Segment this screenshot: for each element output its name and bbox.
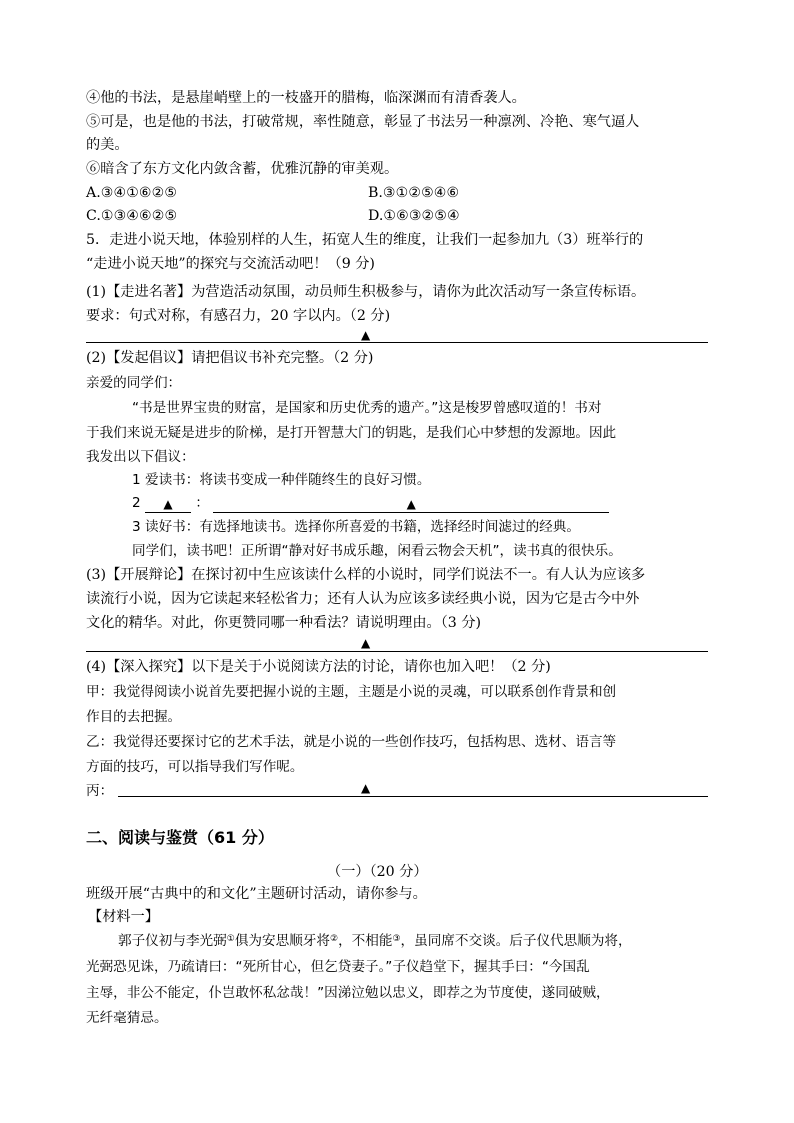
sentence-5-line-2: 的美。 <box>86 137 129 153</box>
q5-part3-line-3: 文化的精华。对此，你更赞同哪一种看法？请说明理由。（3 分) <box>86 615 482 631</box>
proposal-item-2-blank-1[interactable] <box>145 496 191 513</box>
section-heading: 二、阅读与鉴赏（61 分） <box>86 828 274 847</box>
answer-marker-2b: ▲ <box>406 497 416 511</box>
discussion-jia-line-2: 作目的去把握。 <box>86 709 182 725</box>
answer-marker-2a: ▲ <box>163 497 173 511</box>
q5-part1-line-2: 要求：句式对称，有感召力，20 字以内。（2 分) <box>86 308 391 324</box>
proposal-item-2-number: 2 <box>132 495 141 511</box>
letter-body-line-3: 我发出以下倡议： <box>86 449 195 465</box>
option-b: B.③①②⑤④⑥ <box>368 185 460 201</box>
discussion-yi-line-2: 方面的技巧，可以指导我们写作呢。 <box>86 759 304 775</box>
option-a: A.③④①⑥②⑤ <box>86 185 178 201</box>
sentence-6: ⑥暗含了东方文化内敛含蓄，优雅沉静的审美观。 <box>86 161 399 177</box>
letter-closing: 同学们，读书吧！正所谓“静对好书成乐趣，闲看云物会天机”，读书真的很快乐。 <box>132 543 622 559</box>
proposal-item-2-colon: ： <box>195 495 209 511</box>
q5-part2: (2)【发起倡议】请把倡议书补充完整。（2 分) <box>86 350 374 366</box>
material-line-1: 郭子仪初与李光弼①俱为安思顺牙将②，不相能③，虽同席不交谈。后子仪代思顺为将， <box>118 933 632 949</box>
sentence-4: ④他的书法，是悬崖峭壁上的一枝盛开的腊梅，临深渊而有清香袭人。 <box>86 90 526 106</box>
footnote-marker-2: ② <box>329 934 339 944</box>
q5-part3-line-2: 读流行小说，因为它读起来轻松省力；还有人认为应该多读经典小说，因为它是古今中外 <box>86 591 640 607</box>
q5-part4: (4)【深入探究】以下是关于小说阅读方法的讨论，请你也加入吧！（2 分) <box>86 659 551 675</box>
material-line-3: 主辱，非公不能定，仆岂敢怀私忿哉！”因涕泣勉以忠义，即荐之为节度使，遂同破贼， <box>86 985 610 1001</box>
answer-line-1[interactable] <box>86 342 708 343</box>
proposal-item-3: 3 读好书：有选择地读书。选择你所喜爱的书籍，选择经时间滤过的经典。 <box>132 519 580 535</box>
q5-part3-line-1: (3)【开展辩论】在探讨初中生应该读什么样的小说时，同学们说法不一。有人认为应该多 <box>86 567 646 583</box>
q5-intro-line-1: 5．走进小说天地，体验别样的人生，拓宽人生的维度，让我们一起参加九（3）班举行的 <box>86 232 644 248</box>
proposal-item-1: 1 爱读书：将读书变成一种伴随终生的良好习惯。 <box>132 472 431 488</box>
answer-marker-3: ▲ <box>361 636 371 650</box>
sentence-5-line-1: ⑤可是，也是他的书法，打破常规，率性随意，彰显了书法另一种凛冽、冷艳、寒气逼人 <box>86 114 640 130</box>
letter-body-line-2: 于我们来说无疑是进步的阶梯，是打开智慧大门的钥匙，是我们心中梦想的发源地。因此 <box>86 425 617 441</box>
answer-marker-1: ▲ <box>361 328 371 342</box>
answer-line-3[interactable] <box>86 651 708 652</box>
q5-intro-line-2: “走进小说天地”的探究与交流活动吧！（9 分) <box>86 256 375 272</box>
answer-marker-4: ▲ <box>361 781 371 795</box>
subsection-heading: （一）（20 分） <box>327 864 428 880</box>
section-intro: 班级开展“古典中的和文化”主题研讨活动，请你参与。 <box>86 886 427 902</box>
option-d: D.①⑥③②⑤④ <box>368 208 460 224</box>
proposal-item-2 <box>132 493 609 513</box>
discussion-bing-label: 丙： <box>86 783 114 799</box>
q5-part1-line-1: (1)【走进名著】为营造活动氛围，动员师生积极参与，请你为此次活动写一条宣传标语。 <box>86 284 646 300</box>
letter-body-line-1: “书是世界宝贵的财富，是国家和历史优秀的遗产。”这是梭罗曾感叹道的！书对 <box>132 400 602 416</box>
discussion-jia-line-1: 甲：我觉得阅读小说首先要把握小说的主题，主题是小说的灵魂，可以联系创作背景和创 <box>86 684 617 700</box>
letter-greeting: 亲爱的同学们： <box>86 375 182 391</box>
material-label: 【材料一】 <box>88 909 159 925</box>
material-line-4: 无纤毫猜忌。 <box>86 1010 168 1026</box>
option-c: C.①③④⑥②⑤ <box>86 208 178 224</box>
footnote-marker-3: ③ <box>392 934 401 944</box>
material-line-2: 光弼恐见诛，乃疏请曰：“死所甘心，但乞贷妻子。”子仪趋堂下，握其手曰：“今国乱 <box>86 959 590 975</box>
footnote-marker-1: ① <box>226 934 235 944</box>
proposal-item-2-blank-2[interactable] <box>213 496 609 513</box>
answer-line-4[interactable] <box>118 796 708 797</box>
discussion-yi-line-1: 乙：我觉得还要探讨它的艺术手法，就是小说的一些创作技巧，包括构思、选材、语言等 <box>86 734 617 750</box>
